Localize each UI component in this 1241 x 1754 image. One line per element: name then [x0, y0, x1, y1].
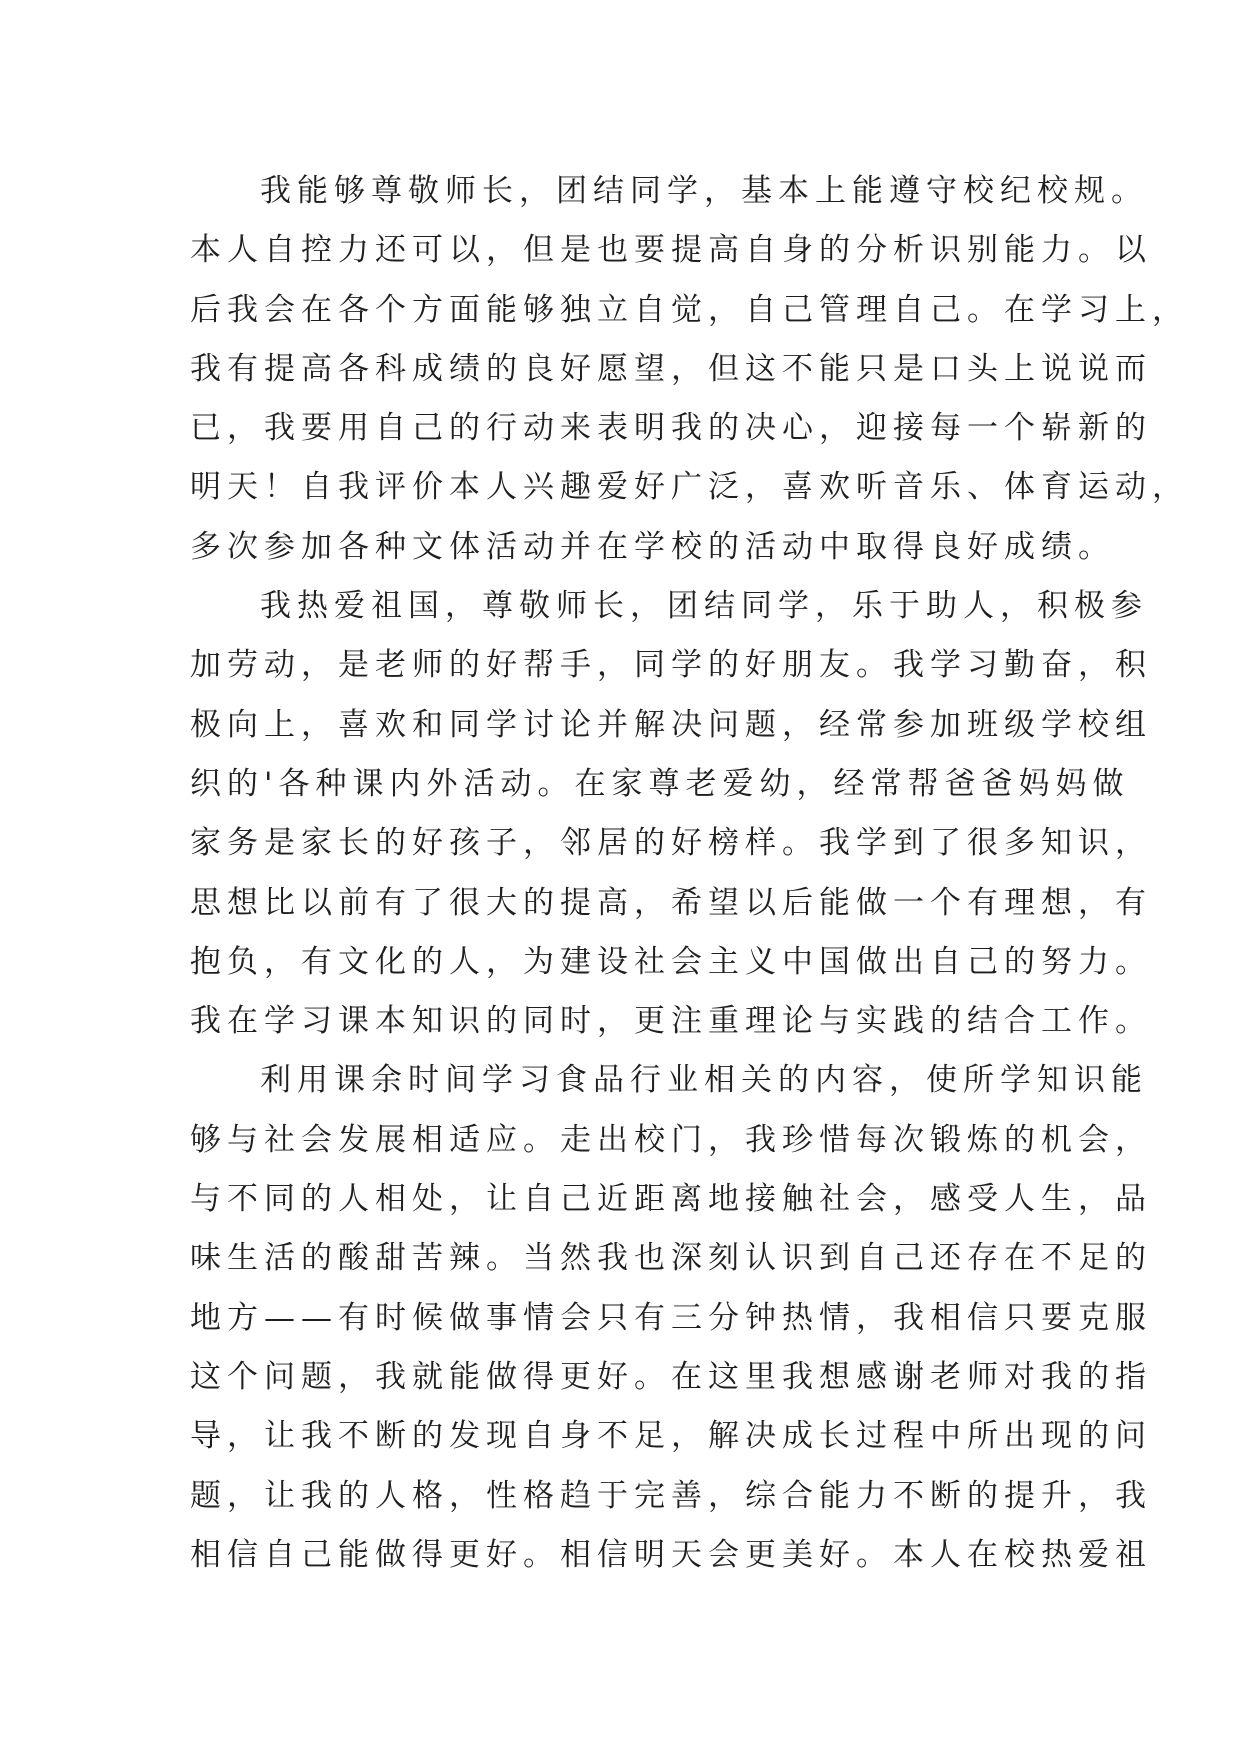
document-body	[190, 162, 1189, 1585]
paragraph-1-line-5: 已，我要用自己的行动来表明我的决心，迎接每一个崭新的	[190, 410, 1152, 447]
paragraph-2-line-6: 思想比以前有了很大的提高，希望以后能做一个有理想，有	[190, 884, 1152, 921]
paragraph-2-line-1: 我热爱祖国，尊敬师长，团结同学，乐于助人，积极参	[260, 588, 1148, 625]
paragraph-2-line-7: 抱负，有文化的人，为建设社会主义中国做出自己的努力。	[190, 943, 1152, 980]
paragraph-3-line-4: 味生活的酸甜苦辣。当然我也深刻认识到自己还存在不足的	[190, 1240, 1152, 1277]
paragraph-3-line-9: 相信自己能做得更好。相信明天会更美好。本人在校热爱祖	[190, 1536, 1152, 1573]
paragraph-3-line-1: 利用课余时间学习食品行业相关的内容，使所学知识能	[260, 1062, 1148, 1099]
paragraph-1-line-3: 后我会在各个方面能够独立自觉，自己管理自己。在学习上，	[190, 291, 1189, 328]
paragraph-1-line-4: 我有提高各科成绩的良好愿望，但这不能只是口头上说说而	[190, 350, 1152, 387]
paragraph-2-line-8: 我在学习课本知识的同时，更注重理论与实践的结合工作。	[190, 1003, 1152, 1040]
paragraph-2-line-2: 加劳动，是老师的好帮手，同学的好朋友。我学习勤奋，积	[190, 647, 1152, 684]
paragraph-1-line-6: 明天！自我评价本人兴趣爱好广泛，喜欢听音乐、体育运动，	[190, 469, 1189, 506]
paragraph-3-line-6: 这个问题，我就能做得更好。在这里我想感谢老师对我的指	[190, 1358, 1152, 1395]
paragraph-2-line-5: 家务是家长的好孩子，邻居的好榜样。我学到了很多知识，	[190, 825, 1152, 862]
paragraph-1-line-2: 本人自控力还可以，但是也要提高自身的分析识别能力。以	[190, 232, 1152, 269]
paragraph-1-line-1: 我能够尊敬师长，团结同学，基本上能遵守校纪校规。	[260, 173, 1148, 209]
paragraph-3-line-8: 题，让我的人格，性格趋于完善，综合能力不断的提升，我	[190, 1477, 1152, 1514]
paragraph-2-line-4: 织的'各种课内外活动。在家尊老爱幼，经常帮爸爸妈妈做	[190, 765, 1130, 802]
paragraph-1-line-7: 多次参加各种文体活动并在学校的活动中取得良好成绩。	[190, 528, 1115, 565]
paragraph-2-line-3: 极向上，喜欢和同学讨论并解决问题，经常参加班级学校组	[190, 706, 1152, 743]
paragraph-3-line-2: 够与社会发展相适应。走出校门，我珍惜每次锻炼的机会，	[190, 1121, 1152, 1158]
paragraph-3-line-5: 地方——有时候做事情会只有三分钟热情，我相信只要克服	[190, 1299, 1152, 1336]
paragraph-3-line-3: 与不同的人相处，让自己近距离地接触社会，感受人生，品	[190, 1181, 1152, 1218]
paragraph-3-line-7: 导，让我不断的发现自身不足，解决成长过程中所出现的问	[190, 1418, 1152, 1455]
